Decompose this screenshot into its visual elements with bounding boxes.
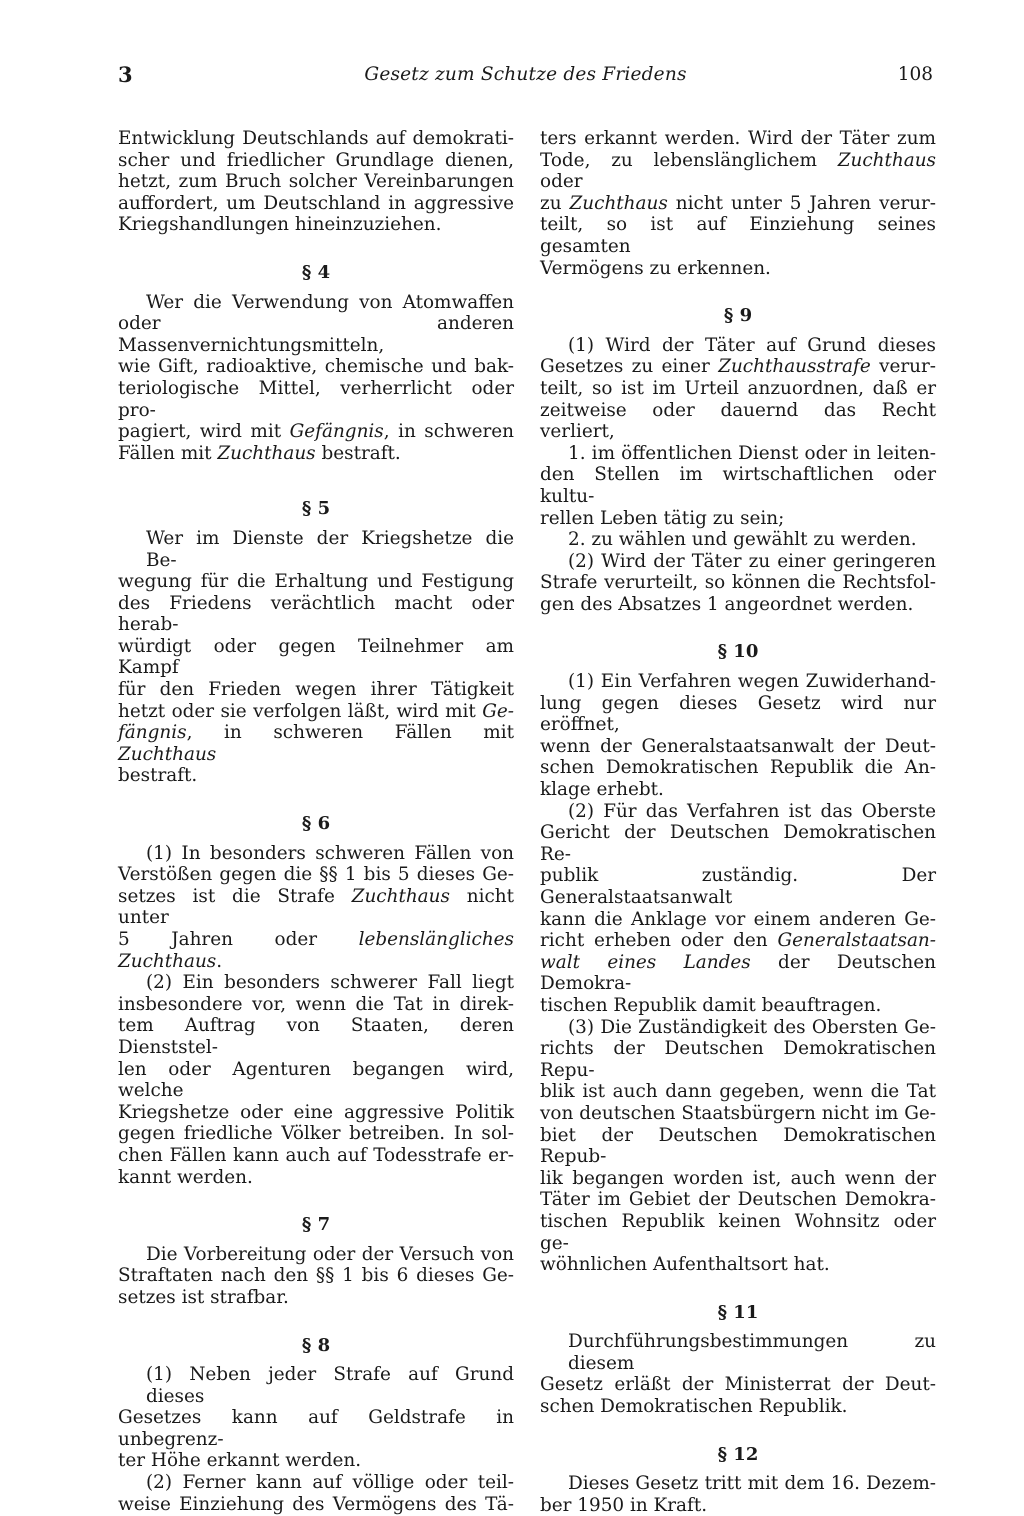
text-span: 5 Jahren oder — [118, 929, 359, 950]
header-title: Gesetz zum Schutze des Friedens — [364, 64, 687, 85]
text-line: wöhnlichen Aufenthaltsort hat. — [540, 1254, 830, 1276]
text-line: kann die Anklage vor einem anderen Ge- — [540, 908, 936, 930]
text-line: wie Gift, radioaktive, chemische und bak- — [118, 356, 514, 378]
text-line: teriologische Mittel, verherrlicht oder pro- — [118, 377, 514, 421]
text-line: Wer die Verwendung von Atomwaffen — [146, 291, 514, 313]
text-line: (1) Neben jeder Strafe auf Grund dieses — [146, 1364, 514, 1407]
text-line: Dieses Gesetz tritt mit dem 16. Dezem- — [568, 1473, 936, 1495]
section-heading-9: § 9 — [723, 305, 753, 327]
section-10-text — [540, 671, 936, 1276]
section-8-text — [118, 1364, 514, 1515]
text-line: Entwicklung Deutschlands auf demokrati- — [118, 128, 514, 149]
section-12-text — [540, 1473, 936, 1516]
text-line: gen des Absatzes 1 angeordnet werden. — [540, 593, 914, 615]
text-line: publik zuständig. Der Generalstaatsanwalt — [540, 865, 936, 908]
text-line: für den Frieden wegen ihrer Tätigkeit — [118, 679, 514, 701]
text-span: setzes ist die Strafe — [118, 885, 352, 907]
text-line: den Stellen im wirtschaftlichen oder kultu- — [540, 464, 936, 507]
italic-term: fängnis — [118, 722, 187, 744]
text-line — [540, 150, 936, 193]
header-section-number: 3 — [118, 62, 133, 87]
text-line — [118, 886, 514, 929]
text-line: Täter im Gebiet der Deutschen Demokra- — [540, 1189, 936, 1211]
text-span: verur- — [870, 356, 936, 378]
section-6-text — [118, 843, 514, 1189]
text-line: scher und friedlicher Grundlage dienen, — [118, 149, 514, 171]
text-span: nicht unter — [118, 885, 514, 929]
text-line: chen Fällen kann auch auf Todesstrafe er- — [118, 1144, 514, 1166]
continued-paragraph — [540, 128, 936, 279]
running-header — [118, 62, 933, 94]
text-line: wegung für die Erhaltung und Festigung — [118, 571, 514, 593]
text-line: (1) Wird der Täter auf Grund dieses — [568, 334, 936, 356]
section-9-text — [540, 335, 936, 616]
text-line: Kriegshandlungen hineinzuziehen. — [118, 214, 442, 236]
italic-term: walt eines Landes — [540, 951, 751, 973]
text-span: , in schweren — [383, 421, 514, 443]
italic-term: Zuchthausstrafe — [718, 356, 871, 378]
text-line: lung gegen dieses Gesetz wird nur eröffnet, — [540, 692, 936, 736]
text-line — [118, 722, 514, 765]
section-heading-6: § 6 — [301, 813, 331, 835]
text-span: Fällen mit — [118, 442, 218, 464]
section-7-text — [118, 1244, 514, 1309]
italic-term: Zuchthaus — [837, 149, 936, 171]
text-span: richt erheben oder den — [540, 930, 778, 952]
text-line — [118, 701, 514, 723]
text-line: Die Vorbereitung oder der Versuch von — [146, 1243, 514, 1265]
italic-term: Zuchthaus — [351, 885, 450, 907]
italic-term: Zuchthaus — [569, 192, 668, 214]
text-line — [118, 443, 514, 465]
text-line: hetzt, zum Bruch solcher Vereinbarungen — [118, 171, 514, 193]
text-line: Straftaten nach den §§ 1 bis 6 dieses Ge- — [118, 1265, 514, 1287]
text-span: Gesetzes zu einer — [540, 356, 719, 378]
text-line: des Friedens verächtlich macht oder herab- — [118, 592, 514, 636]
text-line: lik begangen worden ist, auch wenn der — [540, 1167, 936, 1189]
text-line: kannt werden. — [118, 1166, 253, 1188]
text-line: schen Demokratischen Republik die An- — [540, 757, 936, 779]
text-line: insbesondere vor, wenn die Tat in direk- — [118, 993, 514, 1015]
section-heading-8: § 8 — [301, 1334, 331, 1356]
text-line: tem Auftrag von Staaten, deren Dienststel- — [118, 1015, 514, 1058]
left-column — [118, 128, 514, 1515]
text-line: Verstößen gegen die §§ 1 bis 5 dieses Ge- — [118, 864, 514, 886]
text-line: gegen friedliche Völker betreiben. In sol- — [118, 1123, 514, 1145]
text-line: ters erkannt werden. Wird der Täter zum — [540, 128, 936, 149]
italic-term: lebenslängliches Zuchthaus — [118, 929, 514, 972]
section-4-text — [118, 292, 514, 465]
section-heading-7: § 7 — [301, 1214, 331, 1236]
text-line: teilt, so ist im Urteil anzuordnen, daß er — [540, 377, 936, 399]
text-line: Kriegshetze oder eine aggressive Politik — [118, 1101, 514, 1123]
page-number: 108 — [897, 64, 933, 85]
text-span: , in schweren Fällen mit — [186, 722, 514, 744]
italic-term: Zuchthaus — [118, 743, 217, 765]
text-line: ter Höhe erkannt werden. — [118, 1450, 362, 1472]
section-heading-11: § 11 — [717, 1301, 759, 1323]
text-line: (2) Ferner kann auf völlige oder teil- — [146, 1472, 514, 1494]
text-line: rellen Leben tätig zu sein; — [540, 507, 785, 529]
text-line — [540, 356, 936, 378]
text-line: (1) In besonders schweren Fällen von — [146, 842, 514, 864]
text-line: wenn der Generalstaatsanwalt der Deut- — [540, 735, 936, 757]
text-span: zu — [540, 192, 570, 214]
text-line: (2) Ein besonders schwerer Fall liegt — [146, 972, 514, 994]
text-span: pagiert, wird mit — [118, 421, 290, 443]
section-11-text — [540, 1331, 936, 1417]
italic-term: Generalstaatsan- — [777, 930, 936, 952]
right-column — [540, 128, 936, 1516]
text-line: (1) Ein Verfahren wegen Zuwiderhand- — [568, 671, 936, 693]
text-line — [118, 421, 514, 443]
text-span: hetzt oder sie verfolgen läßt, wird mit — [118, 700, 483, 722]
text-line: 1. im öffentlichen Dienst oder in leiten- — [568, 442, 936, 464]
text-line: len oder Agenturen begangen wird, welche — [118, 1058, 514, 1102]
text-line: Vermögens zu erkennen. — [540, 257, 771, 279]
text-line — [540, 952, 936, 995]
text-span: nicht unter 5 Jahren verur- — [667, 192, 936, 214]
text-line: zeitweise oder dauernd das Recht verliert, — [540, 399, 936, 443]
italic-term: Gefängnis — [289, 421, 384, 443]
text-line: setzes ist strafbar. — [118, 1286, 289, 1308]
text-line — [540, 193, 936, 215]
text-line: von deutschen Staatsbürgern nicht im Ge- — [540, 1102, 936, 1124]
text-line: Wer im Dienste der Kriegshetze die Be- — [146, 527, 514, 571]
text-line: biet der Deutschen Demokratischen Repub- — [540, 1124, 936, 1168]
text-line: richts der Deutschen Demokratischen Repu- — [540, 1038, 936, 1081]
text-line: blik ist auch dann gegeben, wenn die Tat — [540, 1081, 936, 1103]
section-heading-5: § 5 — [301, 498, 331, 520]
text-span: bestraft. — [315, 442, 401, 464]
text-line: würdigt oder gegen Teilnehmer am Kampf — [118, 635, 514, 679]
text-line: teilt, so ist auf Einziehung seines gesamten — [540, 214, 936, 257]
italic-term: Ge- — [482, 700, 514, 722]
italic-term: Zuchthaus — [217, 442, 316, 464]
text-line: tischen Republik damit beauftragen. — [540, 994, 882, 1016]
text-line: 2. zu wählen und gewählt zu werden. — [568, 529, 917, 551]
text-line: tischen Republik keinen Wohnsitz oder ge- — [540, 1210, 936, 1254]
text-line: bestraft. — [118, 765, 198, 787]
text-line: Strafe verurteilt, so können die Rechtsfol- — [540, 572, 936, 594]
text-span: Tode, zu lebenslänglichem — [540, 149, 838, 171]
text-line: Durchführungsbestimmungen zu diesem — [568, 1331, 936, 1374]
text-line: Gesetzes kann auf Geldstrafe in unbegrenz- — [118, 1407, 514, 1450]
text-line: (2) Wird der Täter zu einer geringeren — [568, 550, 936, 572]
text-line: Gericht der Deutschen Demokratischen Re- — [540, 822, 936, 865]
text-line: schen Demokratischen Republik. — [540, 1396, 848, 1418]
text-line: ber 1950 in Kraft. — [540, 1494, 708, 1516]
text-span: oder — [540, 171, 583, 193]
intro-paragraph — [118, 128, 514, 236]
section-heading-12: § 12 — [717, 1443, 759, 1465]
text-line: (2) Für das Verfahren ist das Oberste — [568, 800, 936, 822]
text-line: auffordert, um Deutschland in aggressive — [118, 192, 514, 214]
text-line: klage erhebt. — [540, 779, 664, 801]
text-line: Gesetz erläßt der Ministerrat der Deut- — [540, 1374, 936, 1396]
section-heading-10: § 10 — [717, 641, 759, 663]
section-5-text — [118, 528, 514, 787]
text-span: der Deutschen Demokra- — [540, 951, 936, 995]
text-line: oder anderen Massenvernichtungsmitteln, — [118, 313, 514, 356]
text-line — [118, 929, 514, 972]
text-line — [540, 930, 936, 952]
text-line: (3) Die Zuständigkeit des Obersten Ge- — [568, 1016, 936, 1038]
section-heading-4: § 4 — [301, 261, 331, 283]
text-span: . — [216, 950, 223, 972]
text-line: weise Einziehung des Vermögens des Tä- — [118, 1493, 514, 1515]
